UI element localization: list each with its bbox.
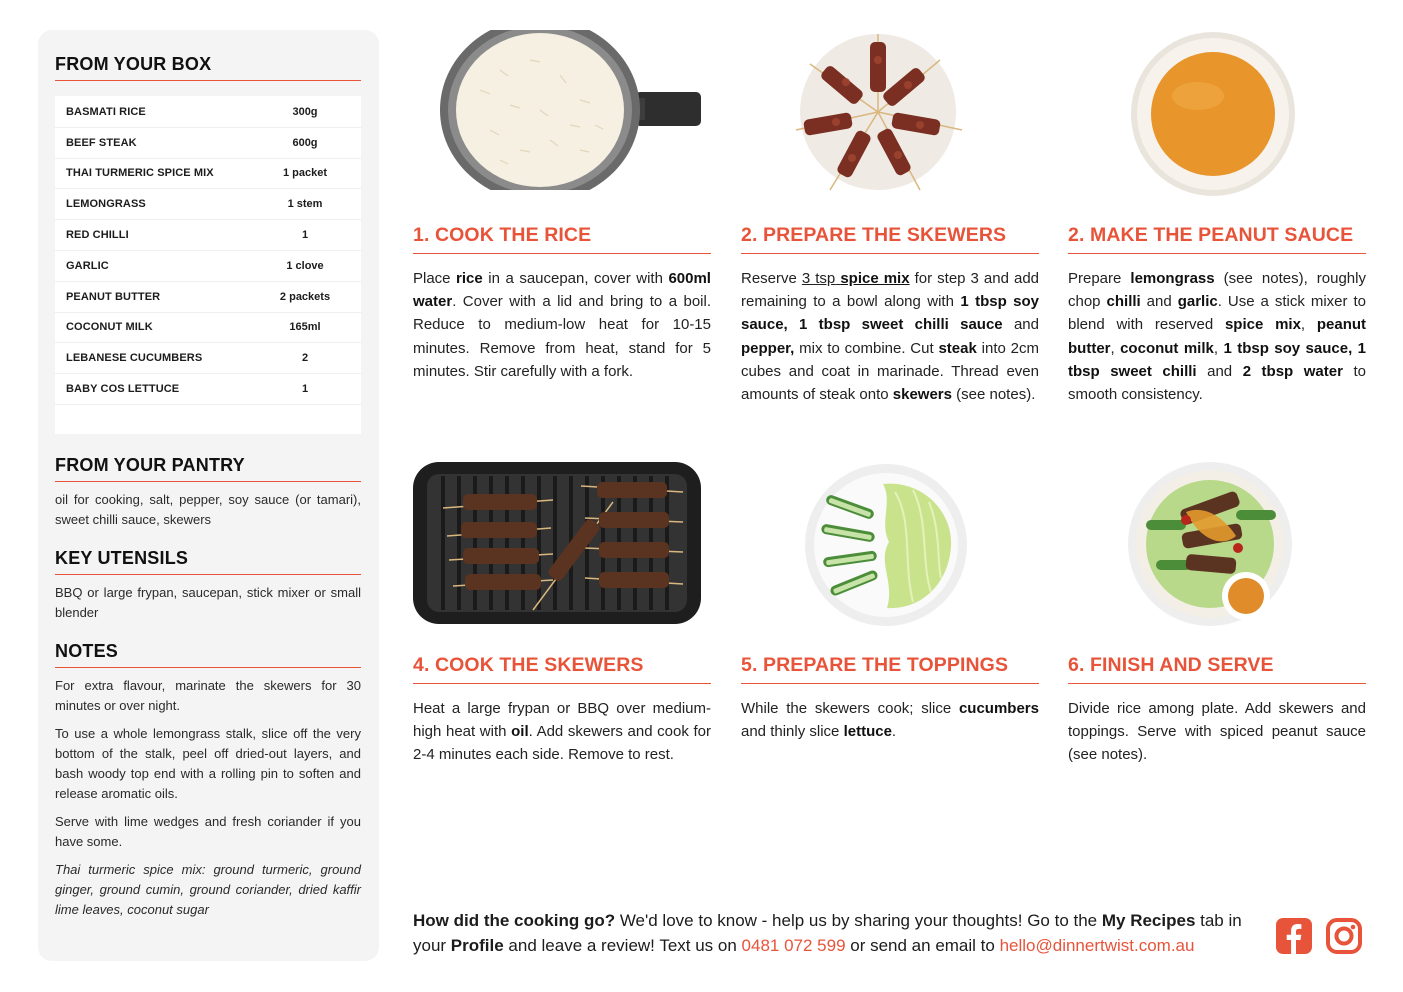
instruction-text: Place <box>413 270 457 287</box>
note-spice-mix: Thai turmeric spice mix: ground turmeric, ground ginger, ground cumin, ground coriander, dried kaffir lime leaves, coconut sugar <box>55 862 361 917</box>
instruction-text: . Cover with a lid and bring to a boil. Reduce to medium-low heat for 10-15 minutes. Remove from heat, stand for 5 minutes. Stir carefully with a fork. <box>413 293 711 380</box>
ingredient-row <box>55 189 361 220</box>
ingredient-highlight: 2 tbsp water <box>1242 362 1343 380</box>
instagram-icon[interactable] <box>1325 917 1363 955</box>
ingredient-name: BASMATI RICE <box>66 105 146 118</box>
review-callout <box>413 908 1263 958</box>
from-your-pantry-heading: FROM YOUR PANTRY <box>55 455 361 482</box>
from-your-box-heading: FROM YOUR BOX <box>55 54 361 81</box>
ingredient-row <box>55 282 361 313</box>
step-title: 2. PREPARE THE SKEWERS <box>741 224 1039 254</box>
pantry-list: oil for cooking, salt, pepper, soy sauce (or tamari), sweet chilli sauce, skewers <box>55 492 361 527</box>
step-5 <box>741 654 1039 743</box>
ingredient-quantity: 165ml <box>289 321 321 334</box>
ingredient-quantity: 1 clove <box>286 259 324 272</box>
step-title: 6. FINISH AND SERVE <box>1068 654 1366 684</box>
toppings-plate-photo <box>803 462 969 628</box>
review-text-3: and leave a review! Text us on <box>503 936 742 955</box>
ingredient-highlight: 600ml water <box>413 270 711 311</box>
ingredient-row <box>55 343 361 374</box>
note-marinate: For extra flavour, marinate the skewers for 30 minutes or over night. <box>55 678 361 713</box>
instruction-text: and <box>1002 316 1039 334</box>
instruction-text: , <box>1300 316 1317 334</box>
instruction-text: in a saucepan, cover with <box>482 270 669 287</box>
raw-skewers-photo <box>790 30 970 198</box>
instruction-text: to smooth consistency. <box>1068 362 1366 404</box>
ingredients-table <box>55 96 361 434</box>
ingredient-highlight: lemongrass <box>1130 270 1215 287</box>
ingredient-row <box>55 251 361 282</box>
step-title: 4. COOK THE SKEWERS <box>413 654 711 684</box>
ingredient-quantity: 1 stem <box>287 198 323 211</box>
step-6 <box>1068 654 1366 767</box>
instruction-text: While the skewers cook; slice <box>741 700 959 717</box>
note-serve: Serve with lime wedges and fresh coriander if you have some. <box>55 814 361 849</box>
rice-pot-photo <box>440 30 702 198</box>
ingredient-name: RED CHILLI <box>66 229 129 242</box>
instruction-text: 3 tsp <box>801 270 836 287</box>
ingredient-row <box>55 313 361 344</box>
ingredient-name: BEEF STEAK <box>66 136 137 149</box>
review-text-2: tab in your <box>413 911 1242 955</box>
step-instructions <box>1068 697 1366 767</box>
final-plate-photo <box>1126 460 1298 630</box>
my-recipes-link[interactable]: My Recipes <box>1101 911 1196 930</box>
ingredient-quantity: 300g <box>292 105 318 118</box>
profile-link[interactable]: Profile <box>450 936 504 955</box>
instruction-text: into 2cm cubes and coat in marinade. Thread even amounts of steak onto <box>741 339 1039 404</box>
ingredient-highlight: coconut milk <box>1120 339 1214 357</box>
ingredient-highlight: oil <box>511 723 529 741</box>
ingredient-quantity: 1 <box>301 229 309 242</box>
ingredient-highlight: garlic <box>1177 293 1218 311</box>
instruction-text: , <box>1213 339 1224 357</box>
instruction-text: and <box>1196 362 1243 380</box>
step-1 <box>413 224 711 383</box>
step-title: 5. PREPARE THE TOPPINGS <box>741 654 1039 684</box>
ingredient-highlight: cucumbers <box>958 700 1039 717</box>
ingredient-row <box>55 374 361 405</box>
ingredient-name: BABY COS LETTUCE <box>66 383 180 396</box>
ingredient-highlight: spice mix <box>1224 316 1301 334</box>
step-instructions <box>1068 267 1366 406</box>
ingredient-highlight: skewers <box>892 386 952 404</box>
instruction-text: (see notes), roughly chop <box>1068 270 1366 311</box>
notes-heading: NOTES <box>55 641 361 668</box>
peanut-sauce-bowl-photo <box>1128 30 1298 198</box>
ingredient-row <box>55 220 361 251</box>
instruction-text: and <box>1140 293 1178 311</box>
instruction-text: Divide rice among plate. Add skewers and toppings. Serve with spiced peanut sauce (see notes). <box>1068 700 1366 764</box>
ingredient-highlight: peanut butter <box>1068 316 1367 357</box>
ingredient-highlight: 1 tbsp soy sauce, 1 tbsp sweet chilli sauce <box>741 293 1040 334</box>
review-question: How did the cooking go? <box>413 911 616 930</box>
ingredient-name: GARLIC <box>66 259 109 272</box>
ingredient-name: COCONUT MILK <box>66 321 153 334</box>
ingredient-name: THAI TURMERIC SPICE MIX <box>66 167 214 180</box>
instruction-text: Prepare <box>1068 270 1131 287</box>
step-instructions <box>741 267 1039 406</box>
instruction-text: . Add skewers and cook for 2-4 minutes each side. Remove to rest. <box>413 723 711 764</box>
instruction-text: . Use a stick mixer to blend with reserved <box>1068 293 1366 334</box>
ingredients-panel <box>38 30 379 961</box>
ingredient-quantity: 2 packets <box>279 290 331 303</box>
step-title: 2. MAKE THE PEANUT SAUCE <box>1068 224 1366 254</box>
instruction-text: Reserve <box>741 270 802 287</box>
ingredient-highlight: lettuce <box>843 723 892 741</box>
ingredient-name: LEMONGRASS <box>66 198 146 211</box>
ingredient-highlight: spice mix <box>840 270 910 287</box>
ingredient-highlight: chilli <box>1106 293 1141 311</box>
ingredient-name: LEBANESE CUCUMBERS <box>66 352 203 365</box>
instruction-text: for step 3 and add remaining to a bowl along with <box>741 270 1040 311</box>
ingredient-quantity: 1 packet <box>282 167 328 180</box>
instruction-text: mix to combine. Cut <box>794 339 939 357</box>
review-text-4: or send an email to <box>845 936 1000 955</box>
instruction-text: , <box>1110 339 1121 357</box>
instruction-text: Heat a large frypan or BBQ over medium-high heat with <box>413 700 711 741</box>
ingredient-row <box>55 97 361 128</box>
ingredient-quantity: 600g <box>292 136 318 149</box>
step-4 <box>413 654 711 767</box>
ingredient-highlight: rice <box>456 270 483 287</box>
ingredient-quantity: 2 <box>301 352 309 365</box>
instruction-text: (see notes). <box>951 386 1036 404</box>
step-2 <box>741 224 1039 406</box>
ingredient-highlight: pepper, <box>741 339 795 357</box>
step-title: 1. COOK THE RICE <box>413 224 711 254</box>
key-utensils-heading: KEY UTENSILS <box>55 548 361 575</box>
instruction-text: and thinly slice <box>741 723 844 741</box>
step-instructions <box>413 697 711 767</box>
ingredient-name: PEANUT BUTTER <box>66 290 161 303</box>
phone-link[interactable]: 0481 072 599 <box>741 936 846 955</box>
grill-skewers-photo <box>413 462 703 626</box>
ingredient-highlight: steak <box>938 339 977 357</box>
review-text-1: We'd love to know - help us by sharing your thoughts! Go to the <box>615 911 1102 930</box>
note-lemongrass: To use a whole lemongrass stalk, slice off the very bottom of the stalk, peel off dried-out layers, and bash woody top end with a rolling pin to soften and release aromatic oils. <box>55 726 361 801</box>
utensils-list: BBQ or large frypan, saucepan, stick mixer or small blender <box>55 585 361 620</box>
step-instructions <box>741 697 1039 743</box>
step-instructions <box>413 267 711 383</box>
facebook-icon[interactable] <box>1275 917 1313 955</box>
ingredient-row <box>55 159 361 190</box>
ingredient-quantity: 1 <box>301 383 309 396</box>
step-3 <box>1068 224 1366 406</box>
instruction-text: . <box>891 723 897 741</box>
ingredient-row <box>55 128 361 159</box>
ingredient-highlight: 1 tbsp soy sauce, 1 tbsp sweet chilli <box>1068 339 1366 380</box>
email-link[interactable]: hello@dinnertwist.com.au <box>999 936 1195 955</box>
